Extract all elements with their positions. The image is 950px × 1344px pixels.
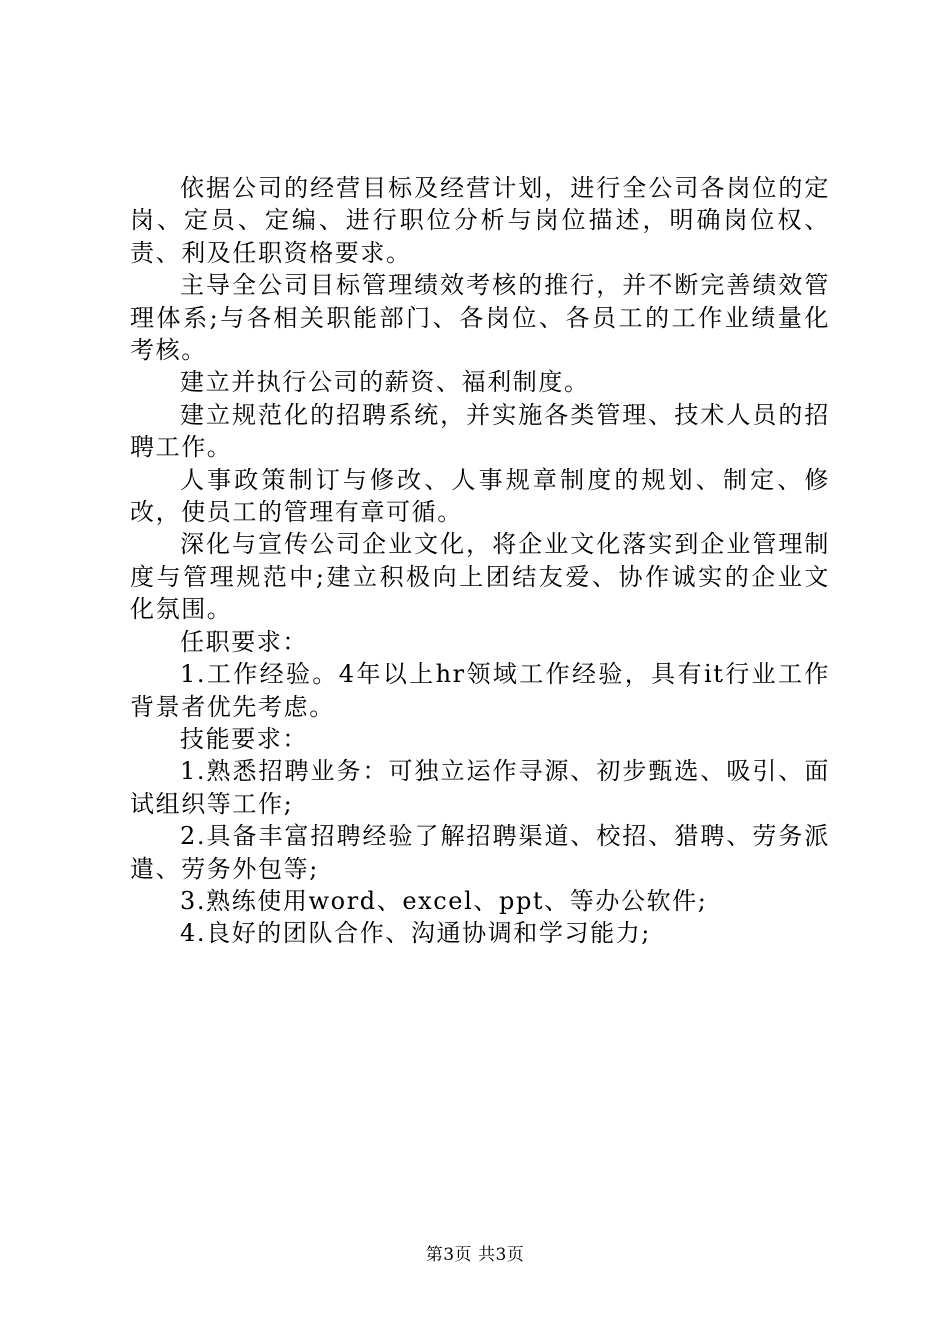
paragraph-skill-3: 3.熟练使用word、excel、ppt、等办公软件; xyxy=(180,886,708,915)
paragraph-duties-culture: 深化与宣传公司企业文化，将企业文化落实到企业管理制度与管理规范中;建立积极向上团结友爱、协作诚实的企业文化氛围。 xyxy=(130,530,830,624)
paragraph-duties-positions: 依据公司的经营目标及经营计划，进行全公司各岗位的定岗、定员、定编、进行职位分析与岗位描述，明确岗位权、责、利及任职资格要求。 xyxy=(130,174,830,267)
page-number: 第3页 共3页 xyxy=(425,1245,525,1265)
paragraph-skill-2: 2.具备丰富招聘经验了解招聘渠道、校招、猎聘、劳务派遣、劳务外包等; xyxy=(130,822,830,883)
paragraph-requirement-experience: 1.工作经验。4年以上hr领域工作经验，具有it行业工作背景者优先考虑。 xyxy=(130,660,830,721)
heading-skill-requirements: 技能要求： xyxy=(180,724,308,753)
paragraph-skill-1: 1.熟悉招聘业务：可独立运作寻源、初步甄选、吸引、面试组织等工作; xyxy=(130,757,830,818)
paragraph-duties-performance: 主导全公司目标管理绩效考核的推行，并不断完善绩效管理体系;与各相关职能部门、各岗位、各员工的工作业绩量化考核。 xyxy=(130,271,830,365)
paragraph-duties-recruitment: 建立规范化的招聘系统，并实施各类管理、技术人员的招聘工作。 xyxy=(130,400,830,462)
paragraph-skill-4: 4.良好的团队合作、沟通协调和学习能力; xyxy=(180,919,651,948)
page-footer xyxy=(0,1244,950,1266)
paragraph-duties-policy: 人事政策制订与修改、人事规章制度的规划、制定、修改，使员工的管理有章可循。 xyxy=(130,465,830,527)
heading-job-requirements: 任职要求： xyxy=(180,627,308,656)
paragraph-duties-salary: 建立并执行公司的薪资、福利制度。 xyxy=(180,368,590,397)
document-body xyxy=(130,172,830,950)
